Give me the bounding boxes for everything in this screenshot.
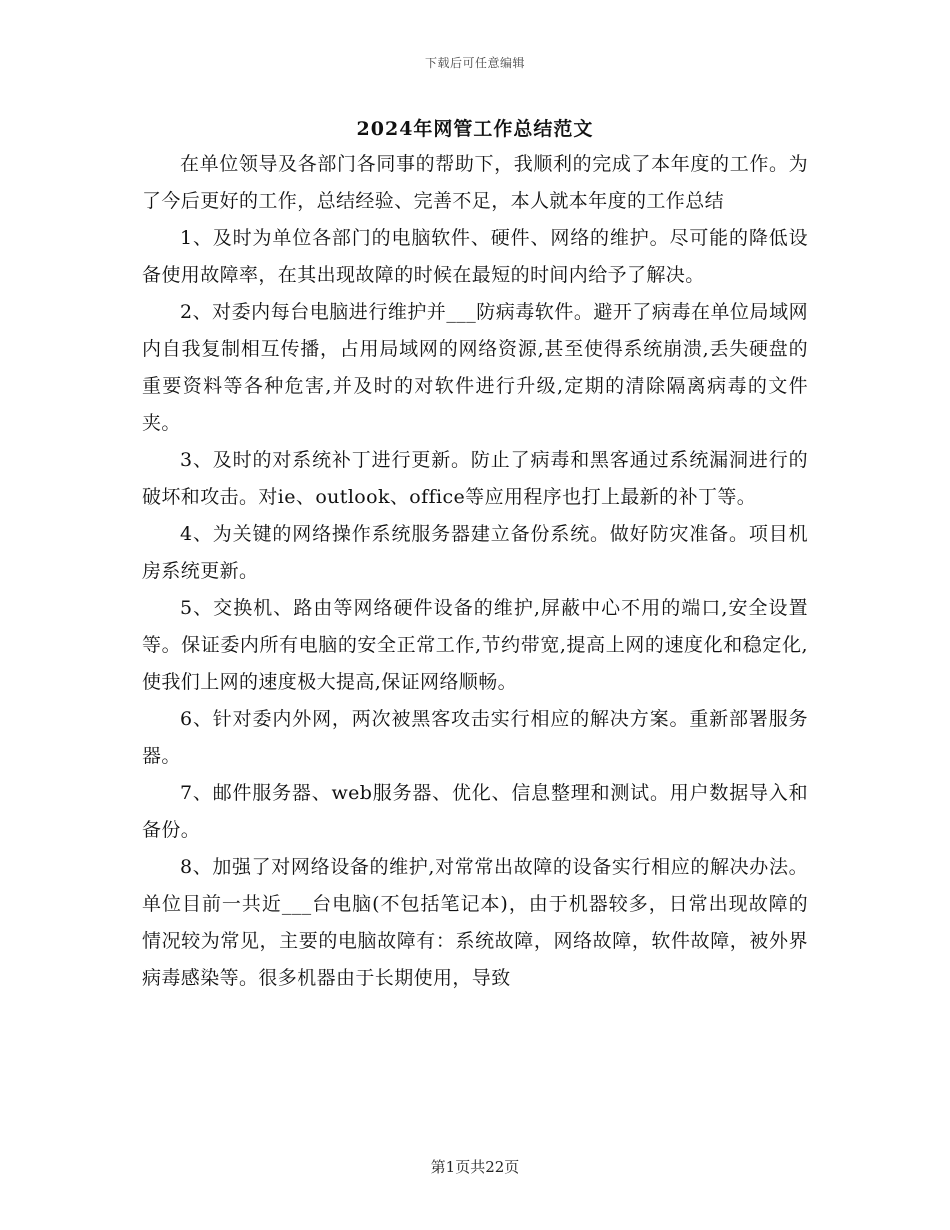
header-note: 下载后可任意编辑 — [424, 56, 525, 70]
page-indicator: 第1页共22页 — [430, 1158, 520, 1176]
paragraph-item-6: 6、针对委内外网，两次被黑客攻击实行相应的解决方案。重新部署服务器。 — [142, 708, 808, 767]
paragraph-item-4: 4、为关键的网络操作系统服务器建立备份系统。做好防灾准备。项目机房系统更新。 — [142, 523, 808, 582]
paragraph-item-8: 8、加强了对网络设备的维护,对常常出故障的设备实行相应的解决办法。单位目前一共近___台电脑(不包括笔记本)，由于机器较多，日常出现故障的情况较为常见，主要的电脑故障有：系统故障，网络故障，软件故障，被外界病毒感染等。很多机器由于长期使用，导致 — [142, 856, 808, 989]
paragraph-item-3: 3、及时的对系统补丁进行更新。防止了病毒和黑客通过系统漏洞进行的破坏和攻击。对ie、outlook、office等应用程序也打上最新的补丁等。 — [142, 449, 808, 508]
paragraph-item-5: 5、交换机、路由等网络硬件设备的维护,屏蔽中心不用的端口,安全设置等。保证委内所有电脑的安全正常工作,节约带宽,提高上网的速度化和稳定化,使我们上网的速度极大提高,保证网络顺畅。 — [142, 597, 808, 693]
paragraph-item-2: 2、对委内每台电脑进行维护并___防病毒软件。避开了病毒在单位局域网内自我复制相互传播，占用局域网的网络资源,甚至使得系统崩溃,丢失硬盘的重要资料等各种危害,并及时的对软件进行升级,定期的清除隔离病毒的文件夹。 — [142, 301, 808, 434]
paragraph-intro: 在单位领导及各部门各同事的帮助下，我顺利的完成了本年度的工作。为了今后更好的工作，总结经验、完善不足，本人就本年度的工作总结 — [142, 153, 808, 212]
document-body — [142, 146, 808, 997]
document-title: 2024年网管工作总结范文 — [356, 118, 594, 140]
paragraph-item-1: 1、及时为单位各部门的电脑软件、硬件、网络的维护。尽可能的降低设备使用故障率，在其出现故障的时候在最短的时间内给予了解决。 — [142, 227, 808, 286]
paragraph-item-7: 7、邮件服务器、web服务器、优化、信息整理和测试。用户数据导入和备份。 — [142, 782, 808, 841]
